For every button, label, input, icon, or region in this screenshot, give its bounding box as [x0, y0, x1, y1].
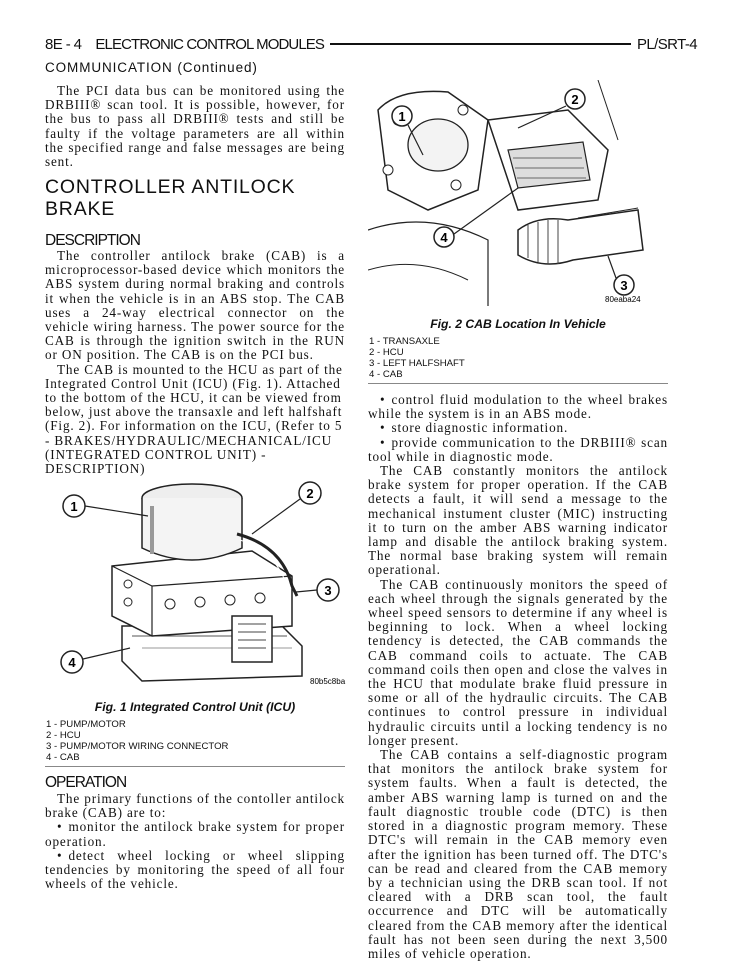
communication-paragraph: The PCI data bus can be monitored using the DRBIII® scan tool. It is possible, however, for the bus to pass all DRBIII® tests and still be faulty if the voltage parameters are all within the specified range and false messages are being sent. — [45, 83, 345, 170]
operation-paragraph: The CAB constantly monitors the antilock brake system for proper operation. If the CAB detects a fault, it will send a message to the mechanical instument cluster (MIC) instructing it to turn on the amber ABS warning indicator lamp and disable the antilock braking system. The normal base braking system will remain operational. — [368, 463, 668, 578]
page-header — [45, 34, 697, 54]
fig1-legend-item: 3 - PUMP/MOTOR WIRING CONNECTOR — [46, 741, 229, 752]
fig1-callout-4: 4 — [68, 655, 76, 670]
description-text — [45, 249, 345, 476]
operation-right-text — [368, 393, 668, 961]
description-heading: DESCRIPTION — [45, 232, 140, 249]
icu-drawing — [52, 476, 352, 692]
fig1-legend-item: 1 - PUMP/MOTOR — [46, 719, 126, 730]
section-title: ELECTRONIC CONTROL MODULES — [95, 35, 324, 53]
description-paragraph: The CAB is mounted to the HCU as part of the Integrated Control Unit (ICU) (Fig. 1). Attached to the bottom of the HCU, it can be viewed from below, just above the transaxle and left halfshaft (Fig. 2). For information on the ICU, (Refer to 5 - BRAKES/HYDRAULIC/MECHANICAL/ICU (INTEGRATED CONTROL UNIT) - DESCRIPTION) — [45, 361, 343, 477]
section-title-line-2: BRAKE — [45, 198, 116, 220]
fig1-caption: Fig. 1 Integrated Control Unit (ICU) — [94, 700, 296, 714]
fig2-callout-4: 4 — [440, 230, 448, 245]
description-paragraph: The controller antilock brake (CAB) is a microprocessor-based device which monitors the ABS system during normal braking and controls it when the vehicle is in an ABS stop. The CAB uses a 24-way electrical connector on the vehicle wiring harness. The power source for the CAB is through the ignition switch in the RUN or ON position. The CAB is on the PCI bus. — [45, 248, 345, 363]
operation-bullet: • provide communication to the DRBIII® scan tool while in diagnostic mode. — [368, 436, 668, 464]
fig2-legend-item: 2 - HCU — [369, 347, 404, 358]
operation-bullet: • store diagnostic information. — [368, 421, 668, 435]
fig1-illustration — [52, 476, 352, 692]
fig2-legend-rule — [368, 383, 668, 384]
fig2-legend-item: 1 - TRANSAXLE — [369, 336, 440, 347]
fig1-legend — [46, 719, 228, 763]
fig2-illustration — [368, 80, 646, 306]
fig1-image-code: 80b5c8ba — [310, 677, 346, 686]
operation-paragraph: The CAB continuously monitors the speed of each wheel through the signals generated by the wheel speed sensors to determine if any wheel is beginning to lock. When a wheel locking tendency is detected, the CAB commands the CAB command coils to actuate. The CAB command coils then open and close the valves in the HCU that modulate brake fluid pressure in some or all of the hydraulic circuits. The CAB continues to control pressure in individual hydraulic circuits until a locking tendency is no longer present. — [368, 576, 668, 748]
header-rule — [330, 43, 631, 45]
fig2-legend-item: 4 - CAB — [369, 369, 403, 380]
operation-intro: The primary functions of the contoller antilock brake (CAB) are to: — [45, 791, 345, 821]
page-number: 8E - 4 — [45, 35, 82, 53]
fig2-callout-1: 1 — [398, 109, 406, 124]
fig1-callout-1: 1 — [70, 499, 78, 514]
operation-bullet: • detect wheel locking or wheel slipping tendencies by monitoring the speed of all four wheels of the vehicle. — [45, 849, 345, 892]
fig2-legend-item: 3 - LEFT HALFSHAFT — [369, 358, 465, 369]
fig1-callout-2: 2 — [306, 486, 314, 501]
fig2-caption: Fig. 2 CAB Location In Vehicle — [430, 317, 606, 331]
fig1-callout-3: 3 — [324, 583, 332, 598]
fig2-callout-2: 2 — [571, 92, 579, 107]
fig2-legend — [369, 336, 465, 380]
operation-left-text — [45, 792, 345, 891]
section-title-cab — [45, 176, 295, 220]
operation-bullet: • control fluid modulation to the wheel brakes while the system is in an ABS mode. — [368, 393, 668, 421]
operation-paragraph: The CAB contains a self-diagnostic program that monitors the antilock brake system for system faults. When a fault is detected, the amber ABS warning lamp is turned on and the fault diagnostic trouble code (DTC) is then stored in a diagnostic program memory. These DTC's will remain in the CAB memory even after the ignition has been turned off. The DTC's can be read and cleared from the CAB memory by a technician using the DRB scan tool. If not cleared with a DRB scan tool, the fault occurrence and DTC will be automatically cleared from the CAB memory after the identical fault has not been seen during the next 3,500 miles of vehicle operation. — [368, 747, 668, 961]
fig2-image-code: 80eaba24 — [605, 295, 641, 304]
fig1-legend-rule — [45, 766, 345, 767]
communication-text — [45, 84, 345, 169]
fig1-legend-item: 4 - CAB — [46, 752, 80, 763]
fig1-legend-item: 2 - HCU — [46, 730, 81, 741]
section-title-line-1: CONTROLLER ANTILOCK — [45, 176, 296, 198]
operation-heading: OPERATION — [45, 774, 127, 791]
cab-location-drawing — [368, 80, 646, 306]
communication-heading: COMMUNICATION (Continued) — [45, 60, 258, 75]
model-name: PL/SRT-4 — [637, 35, 697, 53]
fig2-callout-3: 3 — [620, 278, 628, 293]
operation-bullet: • monitor the antilock brake system for proper operation. — [45, 820, 345, 848]
